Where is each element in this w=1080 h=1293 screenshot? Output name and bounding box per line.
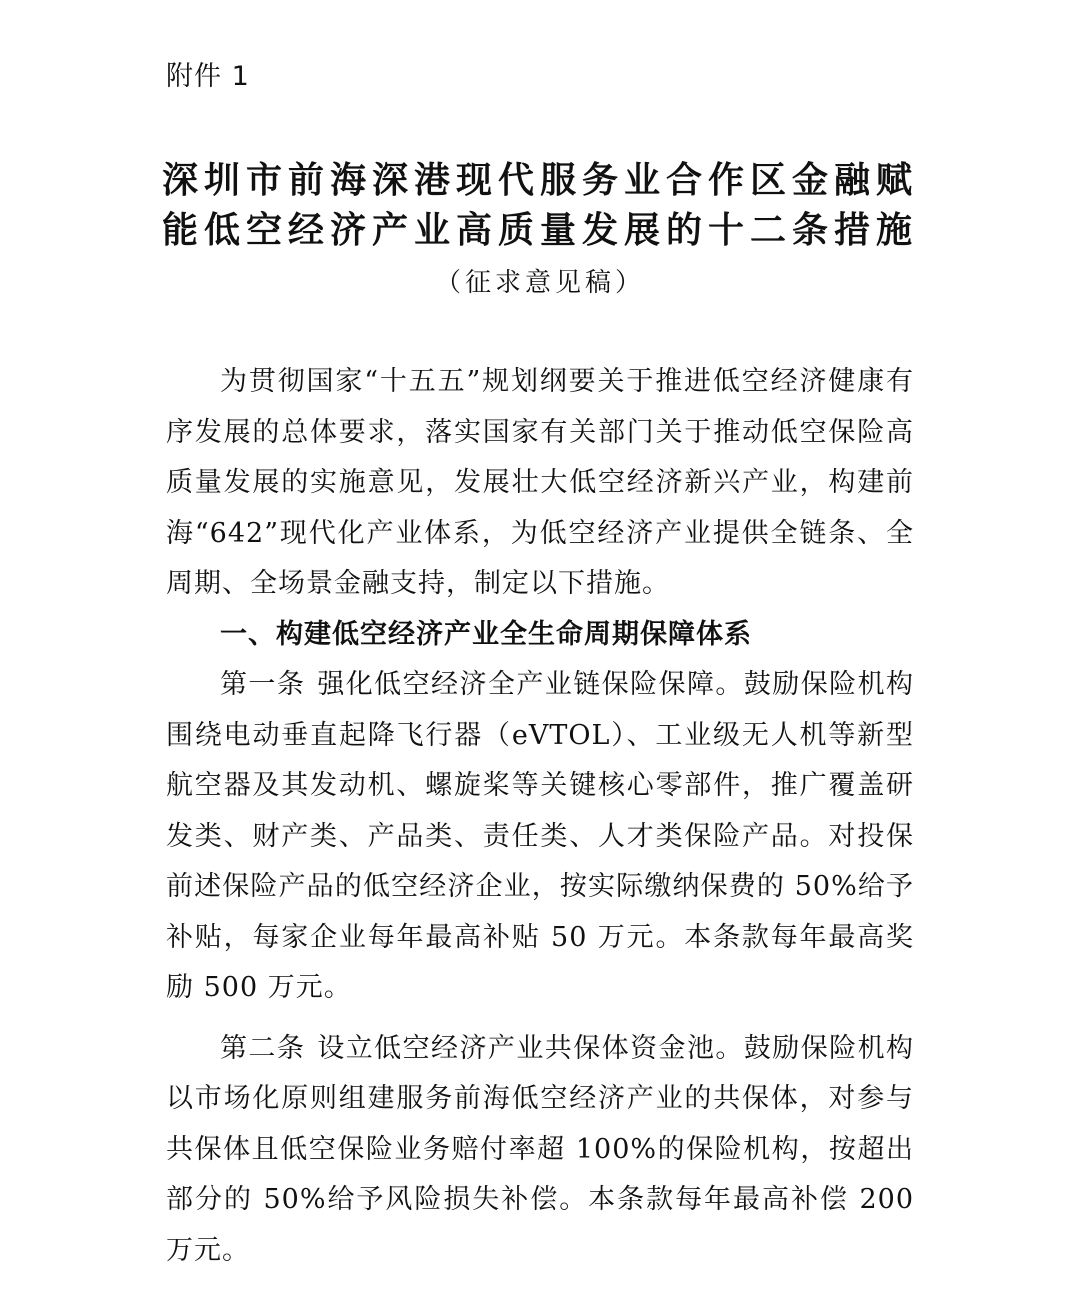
document-title-line-1: 深圳市前海深港现代服务业合作区金融赋 <box>161 159 918 201</box>
article-2-paragraph <box>166 1024 914 1277</box>
document-body <box>166 357 914 1276</box>
attachment-label: 附件 1 <box>166 61 250 92</box>
intro-paragraph: 为贯彻国家“十五五”规划纲要关于推进低空经济健康有序发展的总体要求，落实国家有关部门关于推动低空保险高质量发展的实施意见，发展壮大低空经济新兴产业，构建前海“642”现代化产业体系，为低空经济产业提供全链条、全周期、全场景金融支持，制定以下措施。 <box>166 366 914 599</box>
article-2-label: 第二条 <box>220 1032 306 1064</box>
article-1-label: 第一条 <box>220 669 306 700</box>
article-1-text: 强化低空经济全产业链保险保障。鼓励保险机构围绕电动垂直起降飞行器（eVTOL）、工业级无人机等新型航空器及其发动机、螺旋桨等关键核心零部件，推广覆盖研发类、财产类、产品类、责任类、人才类保险产品。对投保前述保险产品的低空经济企业，按实际缴纳保费的 50%给予补贴，每家企业每年最高补贴 50 万元。本条款每年最高奖励 500 万元。 <box>166 669 915 1003</box>
article-1-paragraph <box>166 660 914 1014</box>
document-title-line-2: 能低空经济产业高质量发展的十二条措施 <box>161 209 918 251</box>
section-1-heading: 一、构建低空经济产业全生命周期保障体系 <box>220 618 752 650</box>
article-2-text: 设立低空经济产业共保体资金池。鼓励保险机构以市场化原则组建服务前海低空经济产业的共保体，对参与共保体且低空保险业务赔付率超 100%的保险机构，按超出部分的 50%给予风险损失补偿。本条款每年最高补偿 200 万元。 <box>166 1032 915 1266</box>
document-subtitle: （征求意见稿） <box>434 268 645 298</box>
